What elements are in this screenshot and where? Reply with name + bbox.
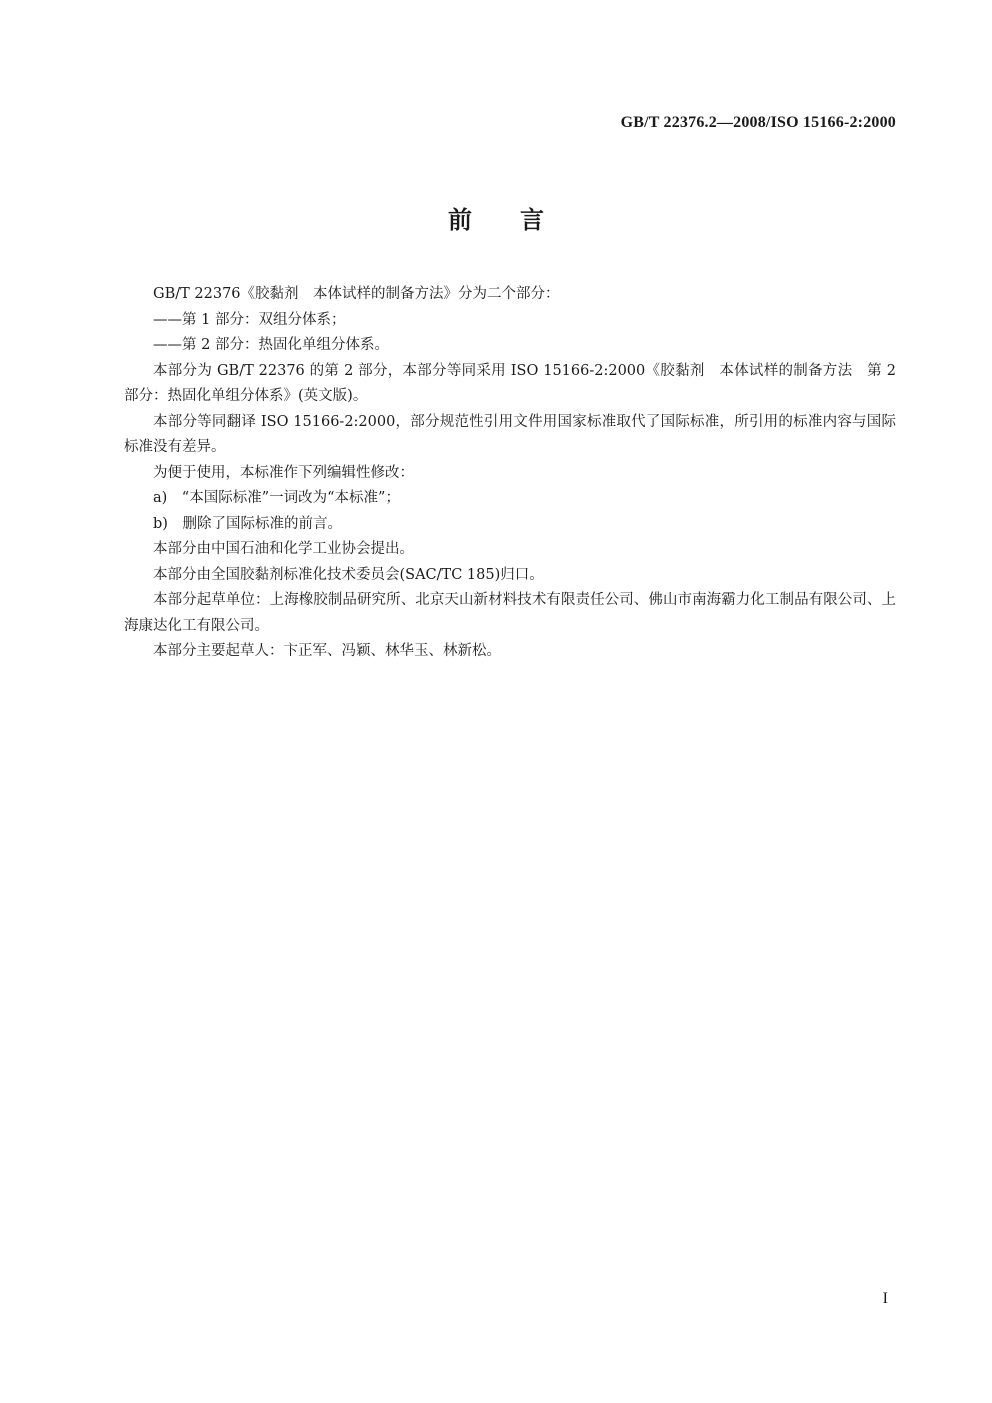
paragraph-part-2: ——第 2 部分：热固化单组分体系。: [153, 337, 389, 353]
paragraph-edit-b: b) 删除了国际标准的前言。: [153, 515, 342, 532]
paragraph-editorial: 为便于使用，本标准作下列编辑性修改：: [153, 464, 414, 481]
page-title: 前言: [448, 206, 592, 234]
paragraph-part-1: ——第 1 部分：双组分体系；: [153, 311, 346, 328]
paragraph-translation: 本部分等同翻译 ISO 15166-2:2000，部分规范性引用文件用国家标准取代了国际标准，所引用的标准内容与国际标准没有差异。: [124, 413, 896, 455]
paragraph-adoption: 本部分为 GB/T 22376 的第 2 部分，本部分等同采用 ISO 15166-2:2000《胶黏剂 本体试样的制备方法 第 2 部分：热固化单组分体系》(英文版)。: [124, 362, 896, 404]
paragraph-intro: GB/T 22376《胶黏剂 本体试样的制备方法》分为二个部分：: [153, 286, 560, 302]
foreword-body: [124, 282, 896, 665]
paragraph-drafting-units: 本部分起草单位：上海橡胶制品研究所、北京天山新材料技术有限责任公司、佛山市南海霸力化工制品有限公司、上海康达化工有限公司。: [124, 592, 896, 634]
standard-number-header: GB/T 22376.2—2008/ISO 15166-2:2000: [620, 114, 896, 131]
paragraph-committee: 本部分由全国胶黏剂标准化技术委员会(SAC/TC 185)归口。: [153, 566, 544, 583]
paragraph-drafters: 本部分主要起草人：卞正军、冯颖、林华玉、林新松。: [153, 643, 501, 659]
paragraph-edit-a: a) “本国际标准”一词改为“本标准”；: [153, 490, 400, 506]
page-number: I: [882, 1290, 888, 1307]
paragraph-proposer: 本部分由中国石油和化学工业协会提出。: [153, 541, 414, 557]
